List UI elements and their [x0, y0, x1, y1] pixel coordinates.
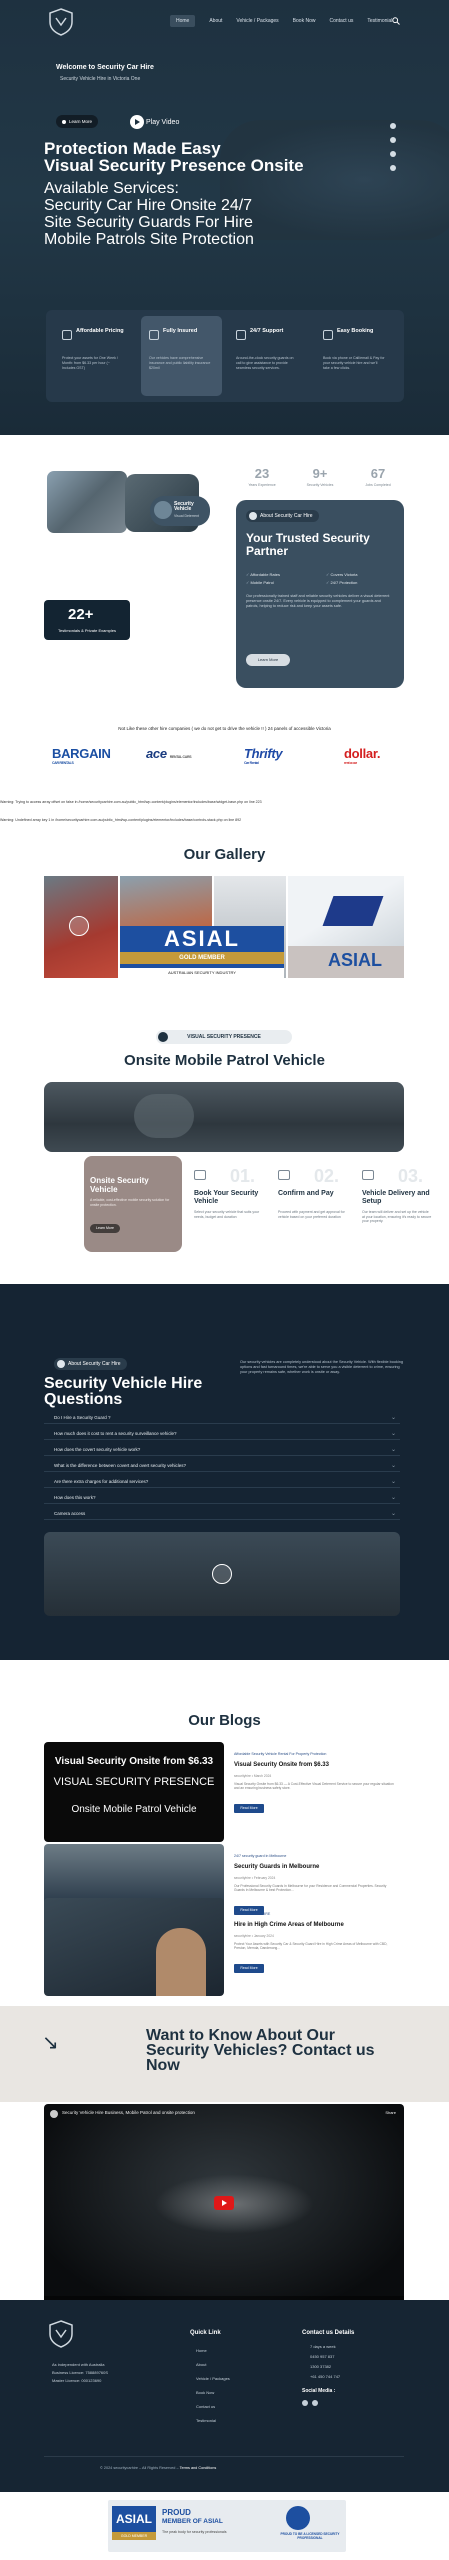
feature-desc: Book via phone or Call/email & Pay for your security vehicle hire and we'll take a few clicks.	[323, 356, 385, 370]
badge-dot-icon	[158, 1032, 168, 1042]
blog-image-text: Onsite Mobile Patrol Vehicle	[71, 1804, 197, 1815]
footer-divider	[44, 2456, 404, 2457]
video-title[interactable]: Security Vehicle Hire Business, Mobile Patrol and onsite protection	[62, 2110, 195, 2115]
nav-testimonial[interactable]: Testimonial	[367, 18, 393, 24]
onsite-security-card	[84, 1156, 182, 1252]
stat-number: 23	[254, 466, 270, 481]
footer-link-testimonial[interactable]: Testimonial	[196, 2418, 217, 2423]
step-number: 01.	[230, 1166, 256, 1186]
brand-ace	[146, 746, 191, 761]
vehicle-silhouette	[134, 1094, 194, 1138]
gold-member-text: GOLD MEMBER	[120, 952, 284, 964]
faq-vehicle-photo	[44, 1532, 400, 1616]
step-title: Confirm and Pay	[278, 1190, 334, 1197]
youtube-icon[interactable]	[390, 165, 396, 171]
faq-tag: About Security Car Hire	[54, 1358, 127, 1370]
visual-security-badge	[156, 1030, 292, 1044]
testimonials-label: Testimonials & Private Examples	[57, 628, 117, 633]
faq-heading: Security Vehicle Hire Questions	[44, 1375, 203, 1408]
about-paragraph: Our professionally trained staff and reliable security vehicles deliver a visual deterrent presence onsite 24/7. Every vehicle is equipped to complement your guards and patrols, helping to reduce risk and keep your assets safe.	[246, 594, 390, 608]
step-desc: Proceed with payment and get approval for vehicle based on your preferred duration	[278, 1210, 345, 1219]
card-title: Onsite Security Vehicle	[90, 1176, 149, 1194]
hero-heading	[44, 140, 424, 174]
faq-question[interactable]	[44, 1476, 400, 1488]
shield-logo-icon[interactable]	[48, 8, 74, 36]
feature-desc: Our vehicles have comprehensive insurance and public liability insurance $20mil	[149, 356, 211, 370]
footer-link-book[interactable]: Book Now	[196, 2390, 215, 2395]
read-more-button[interactable]: Read More	[234, 1964, 264, 1973]
footer-info: Business Licence: 758889760S	[52, 2370, 109, 2375]
about-list-item: ✓ 24/7 Protection	[326, 580, 357, 585]
peak-body-text: The peak body for security professionals	[162, 2530, 227, 2534]
services-title: Available Services:	[44, 180, 179, 197]
read-more-button[interactable]: Read More	[234, 1906, 264, 1915]
stat-number: 67	[370, 466, 386, 481]
arrow-down-right-icon: ↘	[42, 2032, 59, 2054]
patrol-vehicle-photo	[44, 1082, 404, 1152]
gold-member-text: GOLD MEMBER	[112, 2532, 156, 2540]
feature-title: Fully Insured	[163, 328, 198, 334]
asial-text: ASIAL	[328, 950, 382, 970]
chevron-down-icon: ⌄	[390, 1495, 396, 1501]
facebook-icon[interactable]	[302, 2400, 308, 2406]
asial-logo-text: ASIAL	[112, 2506, 156, 2532]
social-heading: Social Media :	[302, 2388, 336, 2394]
chevron-down-icon: ⌄	[390, 1447, 396, 1453]
footer-link-about[interactable]: About	[196, 2362, 207, 2367]
feature-title: 24/7 Support	[250, 328, 284, 334]
payment-icon	[278, 1170, 290, 1180]
feature-card	[228, 316, 309, 396]
play-video-label[interactable]: Play Video	[146, 119, 180, 126]
service-item: Security Car Hire Onsite 24/7	[44, 197, 253, 214]
blogs-heading: Our Blogs	[188, 1712, 261, 1729]
contact-phone[interactable]: +61 450 744 747	[310, 2374, 341, 2379]
footer-link-contact[interactable]: Contact us	[196, 2404, 216, 2409]
brand-bargain	[52, 746, 111, 765]
blog-meta: securityhire • March 2024	[234, 1774, 272, 1778]
member-text: MEMBER OF ASIAL	[162, 2518, 223, 2525]
step-desc: Our team will deliver and set up the vehicle at your location, ensuring it's ready to secure your property.	[362, 1210, 432, 1223]
patrol-heading: Onsite Mobile Patrol Vehicle	[124, 1052, 325, 1069]
asial-banner	[120, 926, 284, 978]
asial-seal-icon	[286, 2506, 310, 2530]
faq-question[interactable]	[44, 1460, 400, 1472]
footer-link-vehicle[interactable]: Vehicle / Packages	[196, 2376, 230, 2381]
feature-title: Affordable Pricing	[76, 328, 124, 334]
car-booking-icon	[194, 1170, 206, 1180]
testimonials-count-box	[44, 600, 130, 640]
brand-name: Thrifty	[244, 746, 283, 761]
about-list-item: ✓ Mobile Patrol	[246, 580, 274, 585]
step-title: Book Your Security Vehicle	[194, 1190, 259, 1205]
share-button[interactable]: Share	[385, 2110, 396, 2115]
nav-about[interactable]: About	[209, 18, 223, 24]
hero-section	[0, 0, 449, 435]
contact-hours: 7 days a week	[310, 2344, 336, 2349]
blog-title[interactable]: Visual Security Onsite from $6.33	[234, 1762, 329, 1768]
faq-question[interactable]	[44, 1444, 400, 1456]
welcome-subtitle: Security Vehicle Hire in Victoria One	[60, 76, 141, 82]
asial-flag-graphic	[323, 896, 384, 926]
quick-link-heading: Quick Link	[190, 2330, 221, 2336]
blog-meta: securityhire • January 2024	[234, 1934, 274, 1938]
chevron-down-icon: ⌄	[390, 1431, 396, 1437]
brand-dollar	[344, 746, 380, 765]
card-learn-more-button[interactable]: Learn More	[90, 1224, 120, 1233]
linkedin-icon[interactable]	[390, 151, 396, 157]
brand-name: ace	[146, 746, 167, 761]
security-vehicle-pill	[150, 496, 210, 526]
channel-avatar[interactable]	[50, 2110, 58, 2118]
pill-title: Security Vehicle	[174, 501, 194, 512]
service-item: Site Security Guards For Hire	[44, 214, 253, 231]
gallery-heading: Our Gallery	[183, 846, 266, 863]
contact-phone[interactable]: 0450 957 837	[310, 2354, 335, 2359]
youtube-video-player[interactable]	[44, 2104, 404, 2306]
footer-info: Master Licence: 000123690	[52, 2378, 102, 2383]
testimonials-count: 22+	[68, 606, 94, 623]
about-list-item: ✓ Affordable Rates	[246, 572, 280, 577]
pill-subtitle: Visual Deterrent	[174, 514, 200, 518]
proud-text: PROUD	[162, 2508, 191, 2517]
chevron-down-icon: ⌄	[390, 1479, 396, 1485]
play-icon[interactable]	[69, 916, 89, 936]
faq-question-text: How does this work?	[54, 1495, 96, 1500]
partners-title: Not Like these other hire companies ( we do not get to drive the vehicle !! ) 24 panels of accessible Victoria	[118, 726, 331, 731]
asial-text: ASIAL	[164, 926, 240, 951]
asial-member-badge	[108, 2500, 346, 2552]
faq-question[interactable]	[44, 1412, 400, 1424]
gallery-image-asial-right	[288, 946, 404, 978]
service-item: Mobile Patrols Site Protection	[44, 231, 254, 248]
copyright	[100, 2466, 216, 2470]
blog-meta: securityhire • February 2024	[234, 1876, 276, 1880]
play-video-button[interactable]	[130, 115, 144, 129]
feature-card	[54, 316, 135, 396]
faq-question[interactable]	[44, 1492, 400, 1504]
contact-phone[interactable]: 1300 37382	[310, 2364, 332, 2369]
read-more-button[interactable]: Read More	[234, 1804, 264, 1813]
about-heading: Your Trusted Security Partner	[246, 531, 370, 558]
calendar-icon	[323, 330, 333, 340]
about-card	[236, 500, 404, 688]
car-icon	[154, 501, 172, 519]
about-learn-more-button[interactable]: Learn More	[246, 654, 290, 666]
blog-image[interactable]	[44, 1742, 224, 1842]
faq-question-text: How does the covert security vehicle work?	[54, 1447, 141, 1452]
faq-paragraph: Our security vehicles are completely understood about the Security Vehicle. With flexible booking options and fast turnaround times, we're able to serve you a visible deterrent to crime, ensuring your property remains safe, whether work is onsite or away.	[240, 1360, 403, 1374]
hero-heading-line1: Protection Made Easy	[44, 139, 221, 158]
blog-image-text: Visual Security Onsite from $6.33	[54, 1756, 214, 1767]
footer-link-home[interactable]: Home	[196, 2348, 207, 2353]
brand-sub: rent a car	[344, 761, 357, 765]
faq-question[interactable]	[44, 1428, 400, 1440]
php-warning: Warning: Undefined array key 1 in /home/securitycarhire.com.au/public_html/wp-content/plugins/elementor/includes/base/controls-stack.php on line 892	[0, 818, 242, 822]
night-scene	[154, 2174, 314, 2234]
chevron-down-icon: ⌄	[390, 1511, 396, 1517]
blog-desc: Our Professional Security Guards In Melbourne for your Residence and Commercial Properties. Security Guards In Melbourne & best Protection...	[234, 1884, 387, 1893]
step-number: 03.	[398, 1166, 424, 1186]
copyright-text: © 2024 securitycarhire – All Rights Reserved –	[100, 2466, 179, 2470]
main-nav	[170, 18, 392, 27]
security-car-photo	[44, 468, 130, 536]
blog-category[interactable]: SECURITY CAR HIRE	[234, 1912, 271, 1916]
blog-image-text: VISUAL SECURITY PRESENCE	[53, 1776, 215, 1788]
nav-book-now[interactable]: Book Now	[292, 18, 316, 24]
about-tag: About Security Car Hire	[246, 510, 319, 522]
instagram-icon[interactable]	[390, 137, 396, 143]
blog-category[interactable]: 24/7 security guard in Melbourne	[234, 1854, 287, 1858]
hero-heading-line2: Visual Security Presence Onsite	[44, 156, 304, 175]
instagram-icon[interactable]	[312, 2400, 318, 2406]
stat-label: Security Vehicles	[306, 483, 334, 487]
feature-card	[315, 316, 396, 396]
facebook-icon[interactable]	[390, 123, 396, 129]
blog-title[interactable]: Hire in High Crime Areas of Melbourne	[234, 1922, 344, 1928]
asial-association: AUSTRALIAN SECURITY INDUSTRY	[120, 968, 284, 978]
blog-title[interactable]: Security Guards in Melbourne	[234, 1864, 320, 1870]
brand-thrifty	[244, 746, 282, 765]
feature-card	[141, 316, 222, 396]
faq-question-text: Are there extra charges for additional services?	[54, 1479, 149, 1484]
stat-label: Years Experience	[248, 483, 276, 487]
features-row	[46, 310, 404, 402]
person-photo	[156, 1928, 206, 1996]
brand-name: dollar.	[344, 746, 381, 761]
blog-desc: Protect Your Assets with Security Car & Security Guard Hire in High Crime Areas of Melbourne with CBD, Preston, Mernda, Dandenong...	[234, 1942, 388, 1951]
faq-question[interactable]	[44, 1508, 400, 1520]
faq-question-text: Camera access	[54, 1511, 86, 1516]
learn-more-button[interactable]	[56, 115, 98, 128]
licensed-seal-text: PROUD TO BE A LICENSED SECURITY PROFESSIONAL	[280, 2532, 340, 2540]
support-headset-icon	[236, 330, 246, 340]
shield-logo-icon[interactable]	[48, 2320, 74, 2348]
feature-desc: Protect your assets for One Week / Month: from $6.33 per hour (~ Includes GST)	[62, 356, 118, 370]
brand-sub: RENTAL CARS	[169, 755, 192, 759]
hero-services	[44, 180, 424, 248]
nav-vehicle-packages[interactable]: Vehicle / Packages	[236, 18, 279, 24]
blog-category[interactable]: Affordable Security Vehicle Rental For Property Protection	[234, 1752, 327, 1756]
chevron-down-icon: ⌄	[390, 1415, 396, 1421]
about-list-item: ✓ Covers Victoria	[326, 572, 358, 577]
welcome-title: Welcome to Security Car Hire	[56, 64, 154, 71]
faq-question-text: What is the difference between covert and overt security vehicles?	[54, 1463, 186, 1468]
feature-desc: Around-the-clock security guards on call to give assistance to provide seamless security services.	[236, 356, 294, 370]
cta-heading: Want to Know About Our Security Vehicles? Contact us Now	[146, 2027, 375, 2074]
stat-label: Jobs Completed	[365, 483, 391, 487]
dot-icon	[62, 120, 66, 124]
gallery-image[interactable]	[44, 876, 118, 978]
blog-desc: Visual Security Onsite from $6.33 — A Cost-Effective Visual Deterrent Service to secure your regular situation and an ensuring business safety store.	[234, 1782, 394, 1791]
play-icon[interactable]	[212, 1564, 232, 1584]
card-desc: A reliable, cost-effective mobile security solution for onsite protection.	[90, 1198, 170, 1207]
learn-more-label: Learn More	[68, 119, 92, 124]
stat-number: 9+	[312, 466, 328, 481]
footer-info: As independent with Australia	[52, 2362, 105, 2367]
feature-title: Easy Booking	[337, 328, 374, 334]
delivery-car-icon	[362, 1170, 374, 1180]
step-number: 02.	[314, 1166, 340, 1186]
faq-question-text: How much does it cost to rent a security surveillance vehicle?	[54, 1431, 177, 1436]
insured-shield-icon	[149, 330, 159, 340]
brand-sub: CAR RENTALS	[52, 761, 74, 765]
brand-sub: Car Rental	[244, 761, 259, 765]
step-title: Vehicle Delivery and Setup	[362, 1190, 430, 1205]
youtube-play-icon[interactable]	[214, 2196, 234, 2210]
nav-home[interactable]: Home	[170, 15, 195, 27]
php-warning: Warning: Trying to access array offset on false in /home/securitycarhire.com.au/public_html/wp-content/plugins/elementor/includes/base/widget-base.php on line 223	[0, 800, 262, 804]
brand-name: BARGAIN	[52, 746, 111, 761]
price-tag-icon	[62, 330, 72, 340]
search-icon[interactable]	[392, 17, 400, 25]
play-icon	[135, 119, 140, 125]
nav-contact[interactable]: Contact us	[329, 18, 354, 24]
badge-label: VISUAL SECURITY PRESENCE	[187, 1034, 261, 1040]
blog-image[interactable]	[44, 1898, 224, 1996]
terms-link[interactable]: Terms and Conditions	[179, 2466, 217, 2470]
step-desc: Select your security vehicle that suits your needs, budget and duration	[194, 1210, 260, 1219]
chevron-down-icon: ⌄	[390, 1463, 396, 1469]
faq-question-text: Do I Hire a Security Guard ?	[54, 1415, 111, 1420]
contact-heading: Contact us Details	[302, 2330, 355, 2336]
